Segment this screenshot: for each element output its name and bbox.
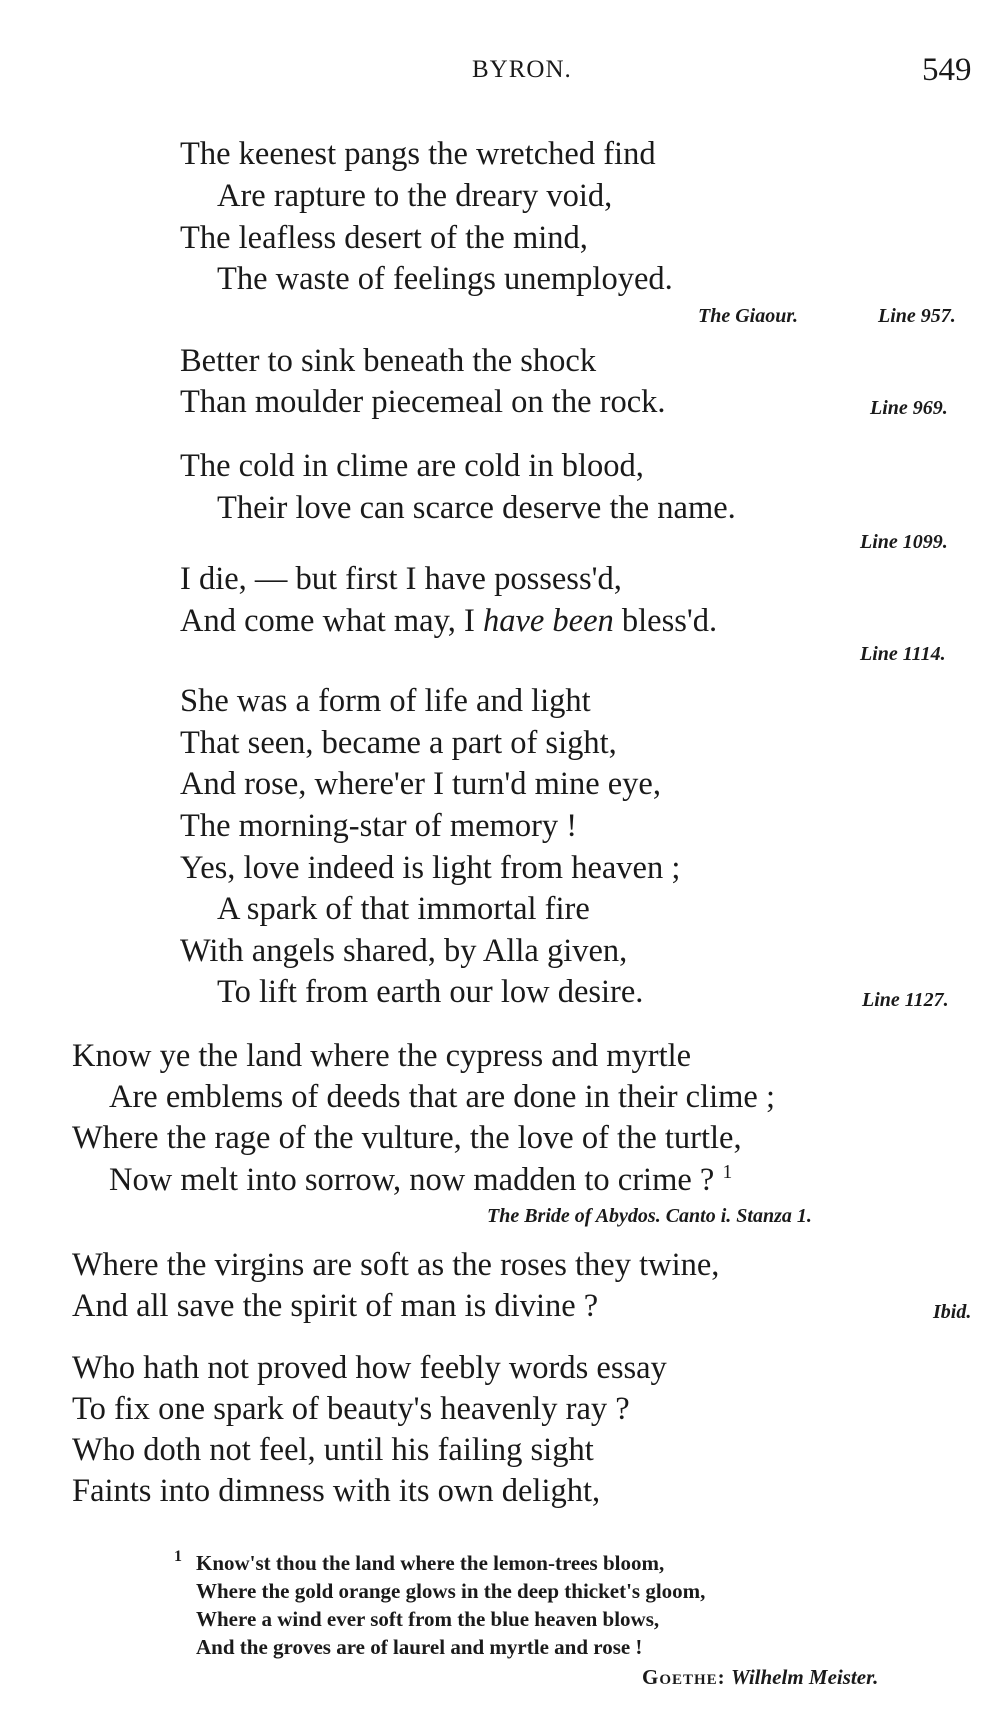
- footnote-line: Where a wind ever soft from the blue heaven blows,: [196, 1607, 660, 1631]
- footnote-line: Where the gold orange glows in the deep thicket's gloom,: [196, 1579, 706, 1603]
- verse-text: bless'd.: [613, 603, 718, 639]
- running-header-title: BYRON.: [472, 56, 572, 83]
- verse-line: The leafless desert of the mind,: [180, 220, 588, 256]
- citation-line: Line 957.: [878, 305, 956, 327]
- verse-line: To fix one spark of beauty's heavenly ray ?: [72, 1391, 630, 1427]
- verse-line: Are rapture to the dreary void,: [217, 178, 613, 214]
- footnote-line: Know'st thou the land where the lemon-trees bloom,: [196, 1551, 665, 1575]
- verse-line: The morning-star of memory !: [180, 808, 578, 844]
- verse-line: I die, — but first I have possess'd,: [180, 561, 622, 597]
- verse-line: [180, 605, 717, 638]
- verse-line: With angels shared, by Alla given,: [180, 933, 628, 969]
- verse-line: Yes, love indeed is light from heaven ;: [180, 850, 681, 886]
- verse-line: Who doth not feel, until his failing sight: [72, 1432, 594, 1468]
- footnote-work: Wilhelm Meister.: [730, 1665, 879, 1689]
- footnote-reference: 1: [722, 1162, 733, 1183]
- verse-line: Are emblems of deeds that are done in their clime ;: [109, 1079, 776, 1115]
- citation-line: Line 1099.: [860, 531, 948, 553]
- verse-line: Than moulder piecemeal on the rock.: [180, 384, 666, 420]
- verse-line: Where the virgins are soft as the roses they twine,: [72, 1247, 720, 1283]
- emphasis-text: have been: [482, 603, 614, 639]
- footnote-mark: 1: [174, 1548, 182, 1565]
- verse-text: Now melt into sorrow, now madden to crime ?: [109, 1161, 715, 1198]
- citation-work: The Giaour.: [698, 305, 799, 327]
- verse-text: And come what may, I: [180, 603, 483, 639]
- verse-line: That seen, became a part of sight,: [180, 725, 617, 761]
- verse-line: To lift from earth our low desire.: [217, 974, 644, 1010]
- citation-line: Line 1127.: [862, 989, 949, 1011]
- citation-work: The Bride of Abydos. Canto i. Stanza 1.: [487, 1205, 812, 1227]
- verse-line: Know ye the land where the cypress and myrtle: [72, 1038, 692, 1074]
- citation-line: Line 969.: [870, 397, 948, 419]
- footnote-line: And the groves are of laurel and myrtle and rose !: [196, 1635, 643, 1659]
- citation-line: Line 1114.: [860, 643, 946, 665]
- page-number: 549: [922, 52, 972, 88]
- footnote-author: Goethe:: [642, 1665, 726, 1689]
- verse-line: The keenest pangs the wretched find: [180, 136, 656, 172]
- verse-line: Faints into dimness with its own delight,: [72, 1473, 601, 1509]
- verse-line: Better to sink beneath the shock: [180, 343, 597, 379]
- verse-line: Their love can scarce deserve the name.: [217, 490, 736, 526]
- verse-line: Where the rage of the vulture, the love of the turtle,: [72, 1120, 742, 1156]
- verse-line: And all save the spirit of man is divine ?: [72, 1288, 599, 1324]
- verse-line: The waste of feelings unemployed.: [217, 261, 673, 297]
- verse-line: She was a form of life and light: [180, 683, 591, 719]
- footnote-attribution: [642, 1667, 878, 1688]
- verse-line: Who hath not proved how feebly words essay: [72, 1350, 667, 1386]
- verse-line: A spark of that immortal fire: [217, 891, 590, 927]
- citation-ibid: Ibid.: [933, 1301, 972, 1323]
- verse-line: The cold in clime are cold in blood,: [180, 448, 644, 484]
- verse-line: And rose, where'er I turn'd mine eye,: [180, 766, 661, 802]
- verse-line: [109, 1163, 732, 1196]
